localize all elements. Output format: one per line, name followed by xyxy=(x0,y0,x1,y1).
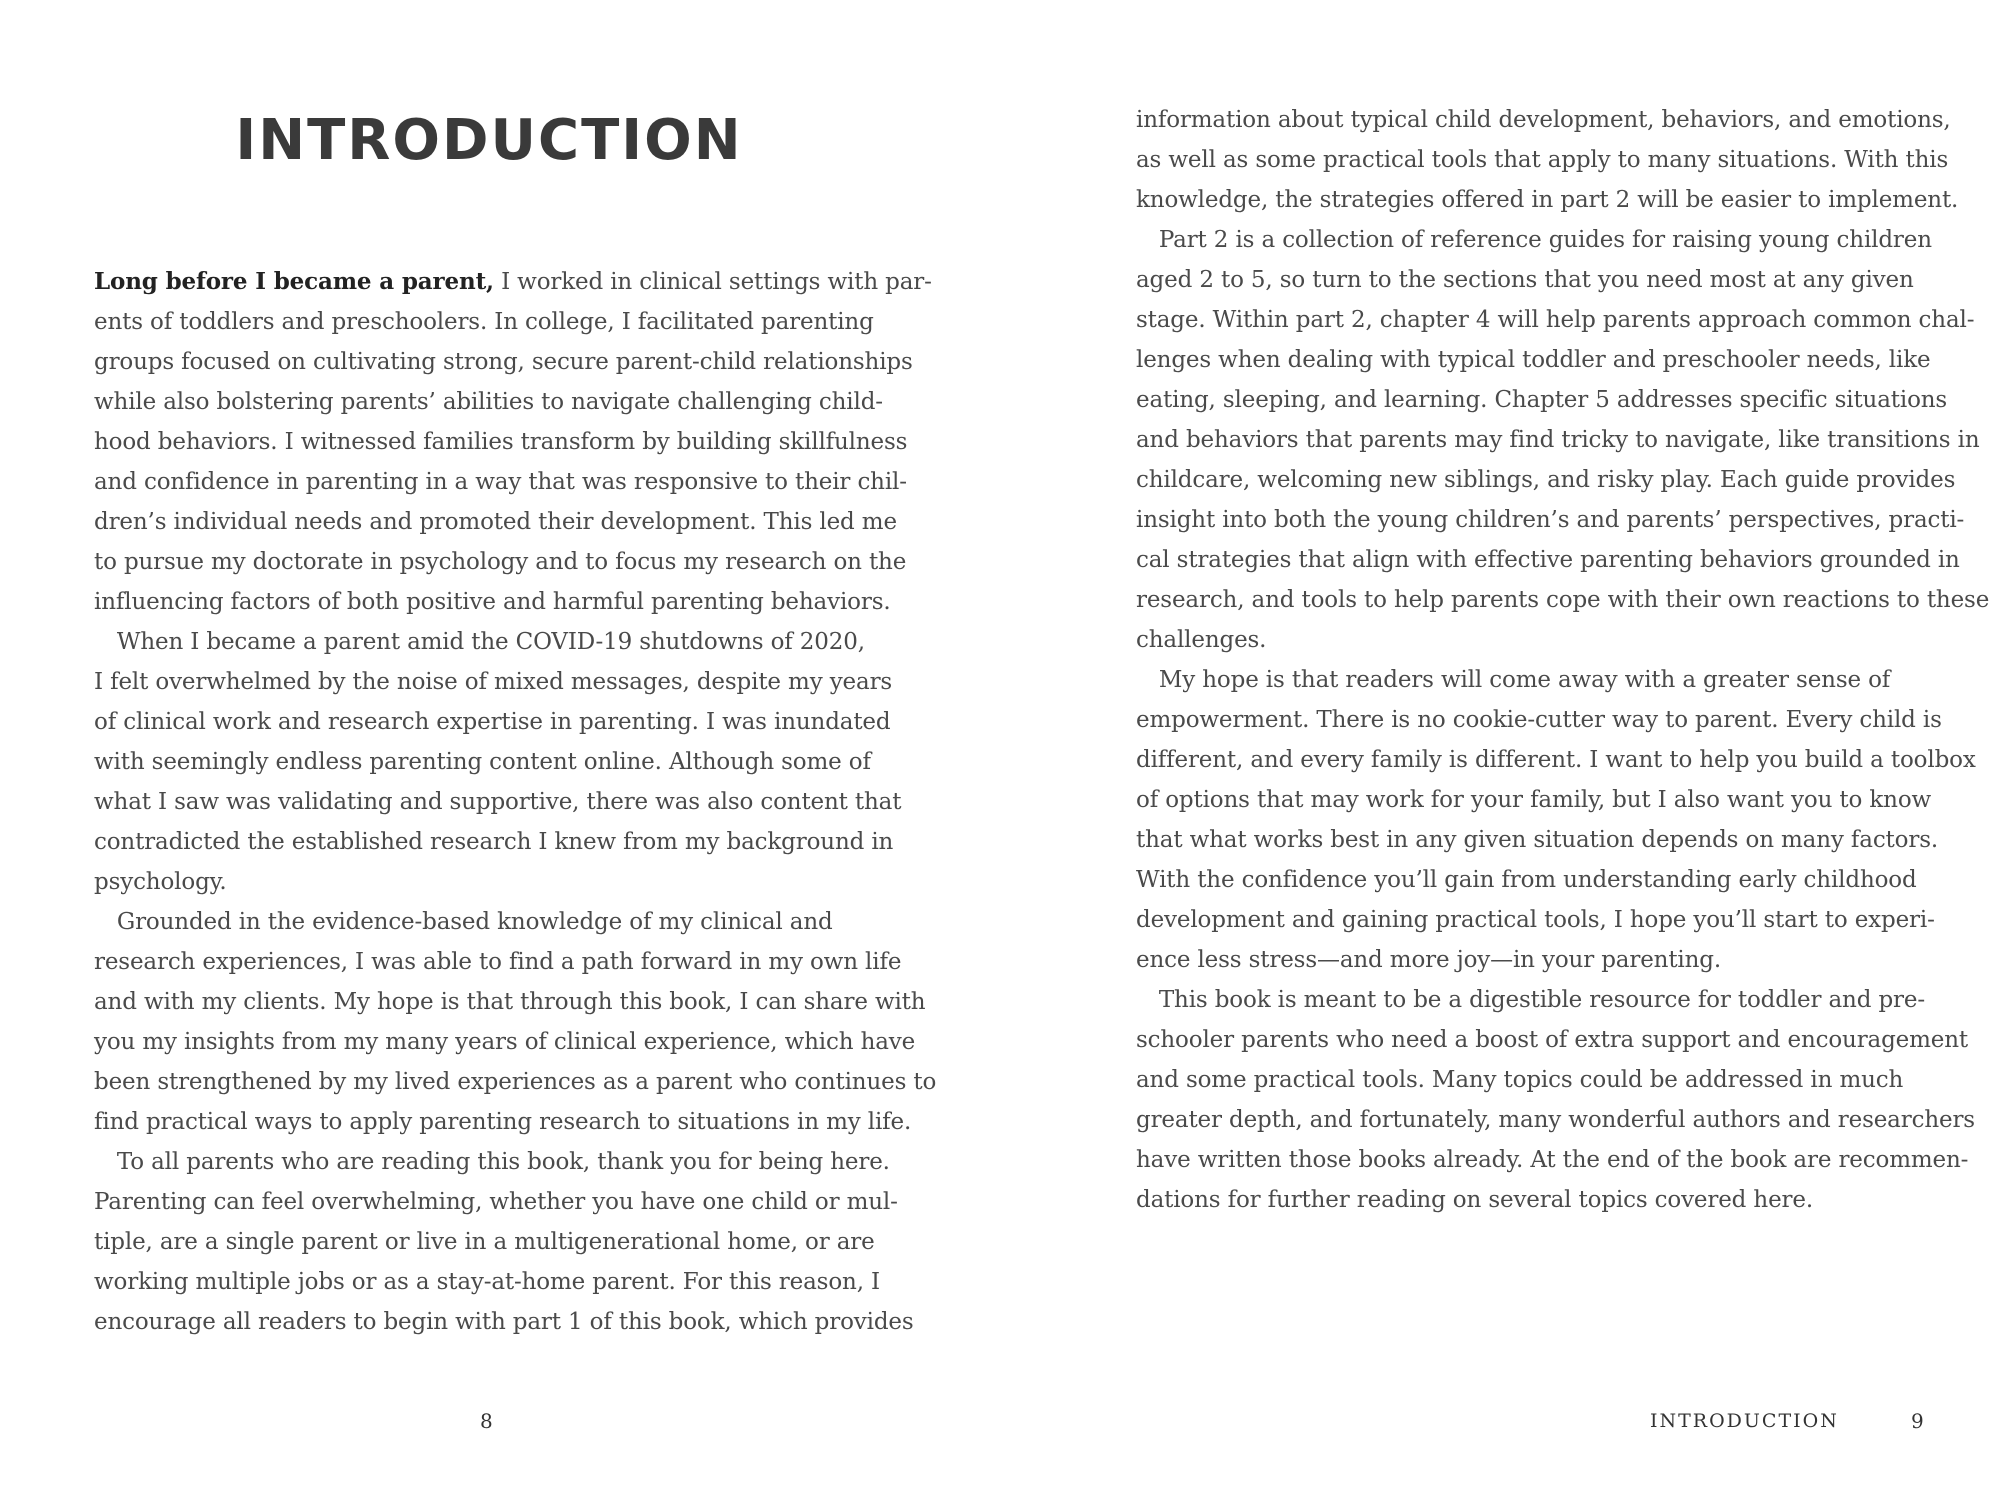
body-line: eating, sleeping, and learning. Chapter 5 addresses specific situations xyxy=(1136,387,1948,413)
body-line: childcare, welcoming new siblings, and risky play. Each guide provides xyxy=(1136,467,1956,493)
body-line: To all parents who are reading this book, thank you for being here. xyxy=(94,1149,890,1175)
body-line: research experiences, I was able to find a path forward in my own life xyxy=(94,949,902,975)
body-line: that what works best in any given situation depends on many factors. xyxy=(1136,827,1939,853)
body-line: hood behaviors. I witnessed families transform by building skillfulness xyxy=(94,429,908,455)
body-line-text: I worked in clinical settings with par- xyxy=(493,269,932,295)
body-line: contradicted the established research I knew from my background in xyxy=(94,829,894,855)
body-line: Grounded in the evidence-based knowledge of my clinical and xyxy=(94,909,833,935)
body-line: research, and tools to help parents cope with their own reactions to these xyxy=(1136,587,1990,613)
body-line: what I saw was validating and supportive, there was also content that xyxy=(94,789,902,815)
body-line: ence less stress—and more joy—in your parenting. xyxy=(1136,947,1722,973)
body-line: and confidence in parenting in a way that was responsive to their chil- xyxy=(94,469,907,495)
body-line: knowledge, the strategies offered in part 2 will be easier to implement. xyxy=(1136,187,1959,213)
body-line: greater depth, and fortunately, many wonderful authors and researchers xyxy=(1136,1107,1975,1133)
body-line: with seemingly endless parenting content online. Although some of xyxy=(94,749,871,775)
body-line: find practical ways to apply parenting research to situations in my life. xyxy=(94,1109,912,1135)
body-line: insight into both the young children’s and parents’ perspectives, practi- xyxy=(1136,507,1965,533)
body-line: challenges. xyxy=(1136,627,1267,653)
body-line: influencing factors of both positive and harmful parenting behaviors. xyxy=(94,589,891,615)
body-line: ents of toddlers and preschoolers. In college, I facilitated parenting xyxy=(94,309,874,335)
body-line: information about typical child development, behaviors, and emotions, xyxy=(1136,107,1951,133)
body-line: different, and every family is different. I want to help you build a toolbox xyxy=(1136,747,1976,773)
body-line: stage. Within part 2, chapter 4 will help parents approach common chal- xyxy=(1136,307,1975,333)
body-line: you my insights from my many years of clinical experience, which have xyxy=(94,1029,916,1055)
body-line: as well as some practical tools that apply to many situations. With this xyxy=(1136,147,1949,173)
running-head: INTRODUCTION xyxy=(1650,1410,1839,1432)
lead-in-phrase: Long before I became a parent, xyxy=(94,268,494,295)
body-line: cal strategies that align with effective parenting behaviors grounded in xyxy=(1136,547,1960,573)
body-line: encourage all readers to begin with part 1 of this book, which provides xyxy=(94,1309,914,1335)
body-line: Parenting can feel overwhelming, whether you have one child or mul- xyxy=(94,1189,898,1215)
body-line xyxy=(94,262,932,302)
body-line: lenges when dealing with typical toddler and preschooler needs, like xyxy=(1136,347,1931,373)
body-line: My hope is that readers will come away with a greater sense of xyxy=(1136,667,1891,693)
body-line: When I became a parent amid the COVID-19 shutdowns of 2020, xyxy=(94,629,865,655)
body-line: of options that may work for your family, but I also want you to know xyxy=(1136,787,1932,813)
page-number-right: 9 xyxy=(1911,1409,1924,1433)
body-line: aged 2 to 5, so turn to the sections that you need most at any given xyxy=(1136,267,1914,293)
body-line: empowerment. There is no cookie-cutter way to parent. Every child is xyxy=(1136,707,1942,733)
right-body-text xyxy=(1136,100,1990,1220)
body-line: groups focused on cultivating strong, secure parent-child relationships xyxy=(94,349,913,375)
body-line: working multiple jobs or as a stay-at-home parent. For this reason, I xyxy=(94,1269,880,1295)
body-line: and behaviors that parents may find tricky to navigate, like transitions in xyxy=(1136,427,1980,453)
right-page xyxy=(1000,0,2000,1500)
body-line: With the confidence you’ll gain from understanding early childhood xyxy=(1136,867,1917,893)
body-line: psychology. xyxy=(94,869,227,895)
body-line: dations for further reading on several topics covered here. xyxy=(1136,1187,1814,1213)
chapter-title: INTRODUCTION xyxy=(235,108,743,173)
body-line: and with my clients. My hope is that through this book, I can share with xyxy=(94,989,926,1015)
body-line: tiple, are a single parent or live in a multigenerational home, or are xyxy=(94,1229,875,1255)
body-line: been strengthened by my lived experiences as a parent who continues to xyxy=(94,1069,937,1095)
body-line: Part 2 is a collection of reference guides for raising young children xyxy=(1136,227,1932,253)
body-line: have written those books already. At the end of the book are recommen- xyxy=(1136,1147,1969,1173)
body-line: This book is meant to be a digestible resource for toddler and pre- xyxy=(1136,987,1925,1013)
left-body-text xyxy=(94,262,937,1342)
body-line: development and gaining practical tools, I hope you’ll start to experi- xyxy=(1136,907,1935,933)
body-line: of clinical work and research expertise in parenting. I was inundated xyxy=(94,709,891,735)
body-line: to pursue my doctorate in psychology and to focus my research on the xyxy=(94,549,907,575)
body-line: schooler parents who need a boost of extra support and encouragement xyxy=(1136,1027,1969,1053)
body-line: I felt overwhelmed by the noise of mixed messages, despite my years xyxy=(94,669,893,695)
body-line: dren’s individual needs and promoted their development. This led me xyxy=(94,509,897,535)
body-line: and some practical tools. Many topics could be addressed in much xyxy=(1136,1067,1904,1093)
page-number-left: 8 xyxy=(480,1409,493,1433)
body-line: while also bolstering parents’ abilities to navigate challenging child- xyxy=(94,389,883,415)
